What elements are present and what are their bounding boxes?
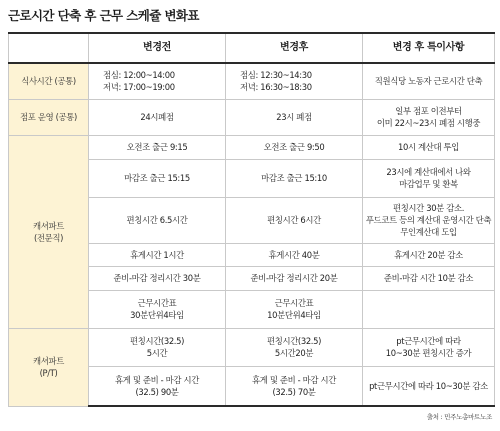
meal-before <box>89 63 226 99</box>
cell-line: 휴게 및 준비 - 마감 시간 <box>252 374 336 385</box>
store-after-line: 23시 폐점 <box>276 112 312 122</box>
cell-line: pt근무시간에 따라 10~30분 감소 <box>369 380 488 391</box>
row-meal <box>9 63 495 99</box>
cell-line: 5시간 <box>146 348 168 358</box>
fulltime-after <box>226 159 363 197</box>
header-after: 변경후 <box>226 33 363 63</box>
fulltime-before <box>89 290 226 328</box>
row-fulltime-1 <box>9 135 495 159</box>
cell-line: 마감조 출근 15:10 <box>261 173 327 183</box>
fulltime-note <box>363 135 495 159</box>
category-meal: 식사시간 (공통) <box>9 63 89 99</box>
cell-line: 5시간20분 <box>274 348 314 358</box>
cell-line: 30분단위4타임 <box>130 310 184 320</box>
header-note: 변경 후 특이사항 <box>363 33 495 63</box>
meal-note <box>363 63 495 99</box>
cell-line: 10분단위4타임 <box>267 310 321 320</box>
fulltime-after <box>226 266 363 290</box>
category-cashier-fulltime <box>9 135 89 328</box>
category-line: 캐셔파트 <box>33 220 64 231</box>
cell-line: (32.5) 70분 <box>272 386 316 397</box>
cell-line: 편칭시간(32.5) <box>266 336 322 346</box>
cell-line: 10시 계산대 투입 <box>397 142 460 152</box>
cell-line: 근무시간표 <box>274 298 314 308</box>
fulltime-note <box>363 159 495 197</box>
meal-after-line: 점심: 12:30~14:30 <box>240 70 312 81</box>
fulltime-before <box>89 266 226 290</box>
header-corner <box>9 33 89 63</box>
cell-line: 편칭시간 6.5시간 <box>126 215 188 225</box>
cell-line: 10~30분 편칭시간 증가 <box>385 348 472 358</box>
category-line: 캐셔파트 <box>33 356 64 366</box>
store-before <box>89 99 226 135</box>
cell-line: 휴게시간 40분 <box>268 249 320 260</box>
pt-after <box>226 328 363 366</box>
cell-line: 휴게시간 20분 감소 <box>394 249 463 260</box>
page-title: 근로시간 단축 후 근무 스케쥴 변화표 <box>8 8 199 23</box>
fulltime-after <box>226 197 363 243</box>
store-note-line: 이미 22시~23시 폐점 시행중 <box>376 118 481 128</box>
pt-note <box>363 366 495 406</box>
cell-line: 준비-마감 시간 10분 감소 <box>383 273 474 283</box>
store-before-line: 24시폐점 <box>140 112 174 122</box>
fulltime-before <box>89 243 226 266</box>
cell-line: 편칭시간 30분 감소. <box>392 203 465 213</box>
fulltime-before <box>89 159 226 197</box>
meal-before-line: 저녁: 17:00~19:00 <box>103 82 175 93</box>
pt-note <box>363 328 495 366</box>
cell-line: 무인계산대 도입 <box>400 227 457 237</box>
cell-line: pt근무시간에 따라 <box>396 336 461 346</box>
store-after <box>226 99 363 135</box>
cell-line: 준비-마감 정리시간 20분 <box>250 273 338 283</box>
cell-line: 근무시간표 <box>137 298 177 308</box>
category-cashier-pt <box>9 328 89 406</box>
cell-line: 휴게 및 준비 - 마감 시간 <box>115 374 199 385</box>
fulltime-after <box>226 243 363 266</box>
row-store <box>9 99 495 135</box>
meal-note-line: 직원식당 노동자 근로시간 단축 <box>374 76 483 87</box>
cell-line: 휴게시간 1시간 <box>130 249 184 260</box>
cell-line: 오전조 출근 9:15 <box>126 142 188 152</box>
cell-line: 푸드코트 등의 계산대 운영시간 단축 <box>365 215 492 225</box>
store-note-line: 일부 점포 이전부터 <box>395 106 462 116</box>
category-line: (P/T) <box>39 368 58 378</box>
category-line: (전문직) <box>33 232 64 243</box>
cell-line: 편칭시간(32.5) <box>129 336 185 346</box>
fulltime-after <box>226 135 363 159</box>
fulltime-note <box>363 197 495 243</box>
cell-line: 오전조 출근 9:50 <box>263 142 325 152</box>
header-row <box>9 33 495 63</box>
cell-line: (32.5) 90분 <box>135 386 179 397</box>
category-store: 점포 운영 (공통) <box>9 99 89 135</box>
fulltime-note <box>363 243 495 266</box>
fulltime-before <box>89 197 226 243</box>
meal-after-line: 저녁: 16:30~18:30 <box>240 82 312 93</box>
cell-line: 준비-마감 정리시간 30분 <box>113 273 201 283</box>
meal-after <box>226 63 363 99</box>
fulltime-note-empty <box>363 290 495 328</box>
fulltime-before <box>89 135 226 159</box>
fulltime-note <box>363 266 495 290</box>
fulltime-after <box>226 290 363 328</box>
cell-line: 마감조 출근 15:15 <box>124 173 190 183</box>
row-pt-1 <box>9 328 495 366</box>
header-before: 변경전 <box>89 33 226 63</box>
cell-line: 마감업무 및 환복 <box>399 179 458 189</box>
cell-line: 23시에 계산대에서 나와 <box>386 167 471 177</box>
schedule-table <box>8 32 495 407</box>
store-note <box>363 99 495 135</box>
cell-line: 편칭시간 6시간 <box>267 215 321 225</box>
source-note: 출처 : 민주노총마트노조 <box>426 413 492 421</box>
meal-before-line: 점심: 12:00~14:00 <box>103 70 175 81</box>
pt-after <box>226 366 363 406</box>
pt-before <box>89 328 226 366</box>
pt-before <box>89 366 226 406</box>
